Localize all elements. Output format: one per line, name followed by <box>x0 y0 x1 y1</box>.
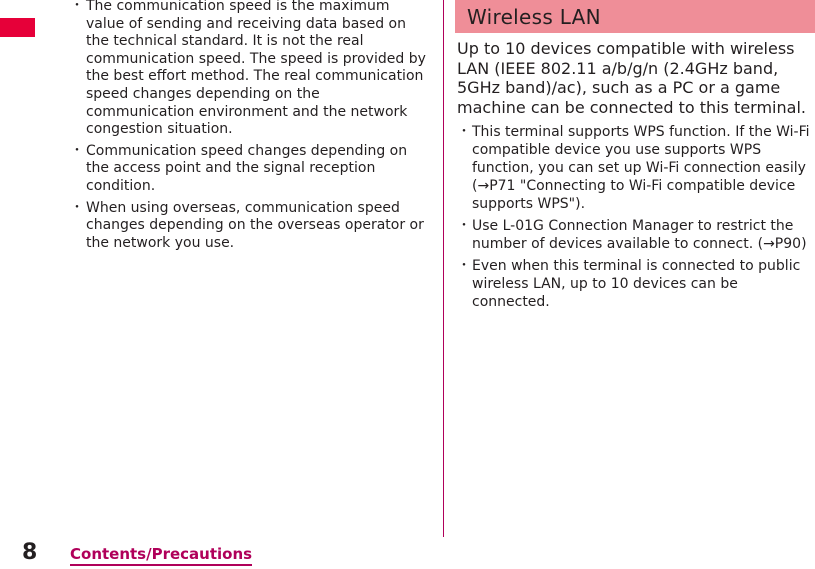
section-intro: Up to 10 devices compatible with wireless LAN (IEEE 802.11 a/b/g/n (2.4GHz band, 5GHz band)/ac), such as a PC or a game machine can be connected to this terminal. <box>457 39 806 117</box>
bullet-marker: ・ <box>70 0 84 14</box>
bullet-marker: ・ <box>70 199 84 216</box>
bullet-text: Even when this terminal is connected to public wireless LAN, up to 10 devices can be connected. <box>472 258 801 310</box>
list-item <box>70 200 432 253</box>
list-item <box>457 123 815 213</box>
right-column <box>457 0 815 315</box>
bullet-marker: ・ <box>70 142 84 159</box>
contents-precautions-link[interactable]: Contents/Precautions <box>70 546 252 566</box>
bullet-marker: ・ <box>457 124 471 140</box>
bullet-text: The communication speed is the maximum value of sending and receiving data based on the technical standard. It is not the real communication speed. The speed is provided by the best effort method. The real communication speed changes depending on the communication environment and the network congestion situation. <box>86 0 426 138</box>
list-item <box>70 0 432 139</box>
left-bullet-list <box>70 0 432 252</box>
bullet-text: This terminal supports WPS function. If the Wi-Fi compatible device you use supports WPS function, you can set up Wi-Fi connection easily (→P71 "Connecting to Wi-Fi compatible device supports WPS"). <box>472 124 810 212</box>
bullet-marker: ・ <box>457 258 471 274</box>
right-bullet-list <box>457 123 815 311</box>
bullet-text: Communication speed changes depending on the access point and the signal reception condition. <box>86 142 408 194</box>
column-divider <box>443 0 444 537</box>
bullet-text: When using overseas, communication speed changes depending on the overseas operator or the network you use. <box>86 199 424 251</box>
bullet-text: Use L-01G Connection Manager to restrict the number of devices available to connect. (→P90) <box>472 218 807 252</box>
left-column <box>70 0 432 256</box>
section-title: Wireless LAN <box>455 0 815 33</box>
bullet-marker: ・ <box>457 218 471 234</box>
list-item <box>70 143 432 196</box>
chapter-tab-marker <box>0 18 35 37</box>
page-number: 8 <box>22 540 38 565</box>
list-item <box>457 257 815 311</box>
list-item <box>457 217 815 253</box>
